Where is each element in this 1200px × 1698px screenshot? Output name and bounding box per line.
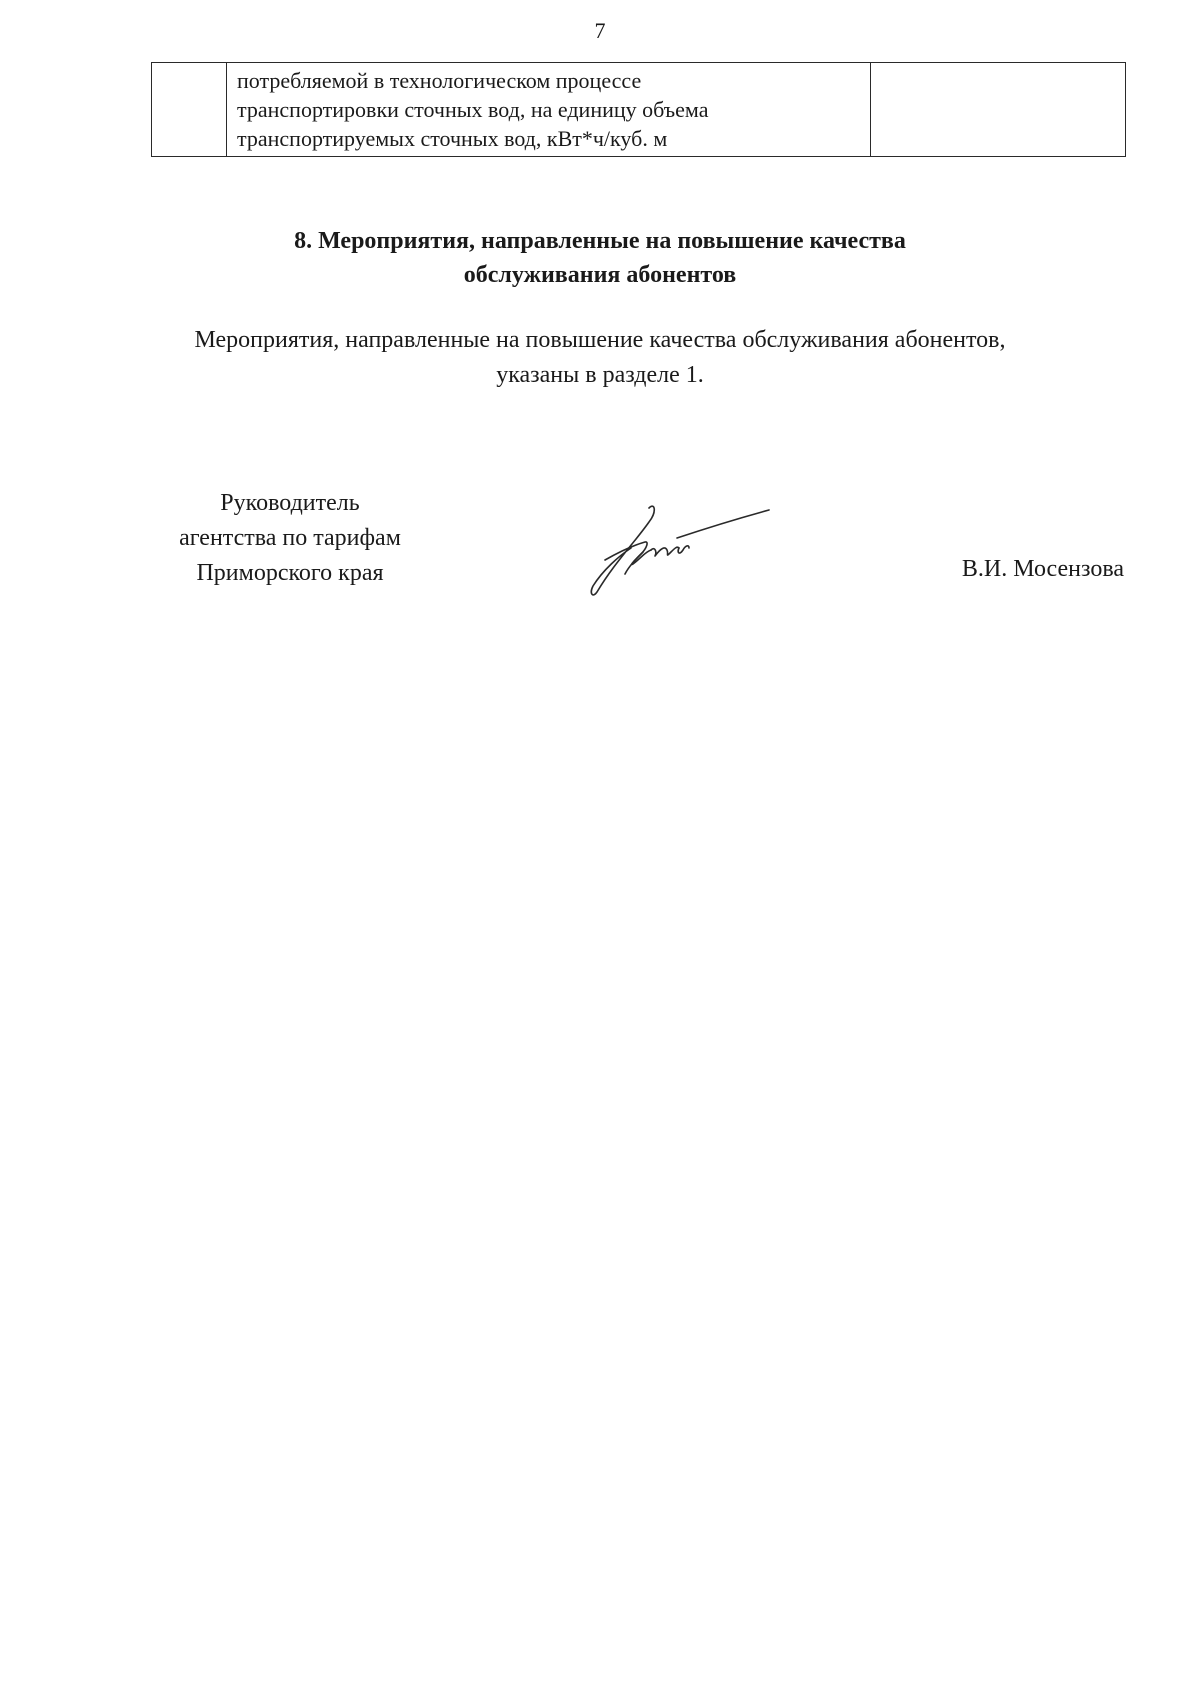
section-body <box>0 323 1200 393</box>
indicator-text-line: потребляемой в технологическом процессе <box>237 68 642 93</box>
indicator-text-line: транспортируемых сточных вод, кВт*ч/куб. м <box>237 126 668 151</box>
table-row <box>152 63 1126 157</box>
indicator-text-line: транспортировки сточных вод, на единицу объема <box>237 97 709 122</box>
section-body-line: указаны в разделе 1. <box>496 362 704 388</box>
page-number: 7 <box>594 18 606 43</box>
signer-title-line: Руководитель <box>220 490 360 516</box>
signer-title-line: агентства по тарифам <box>179 525 401 551</box>
table-cell-indicator <box>227 63 871 157</box>
continuation-table <box>151 62 1126 157</box>
section-body-line: Мероприятия, направленные на повышение качества обслуживания абонентов, <box>194 327 1006 353</box>
indicator-text <box>227 63 870 156</box>
table-cell-number <box>152 63 227 157</box>
table-cell-value <box>871 63 1126 157</box>
section-heading <box>0 224 1200 292</box>
signer-title-line: Приморского края <box>196 560 384 586</box>
signer-name: В.И. Мосензова <box>961 556 1124 582</box>
section-heading-line: обслуживания абонентов <box>463 262 737 288</box>
signer-title <box>140 486 440 591</box>
handwritten-signature <box>585 500 775 600</box>
section-heading-line: 8. Мероприятия, направленные на повышение качества <box>294 228 906 254</box>
